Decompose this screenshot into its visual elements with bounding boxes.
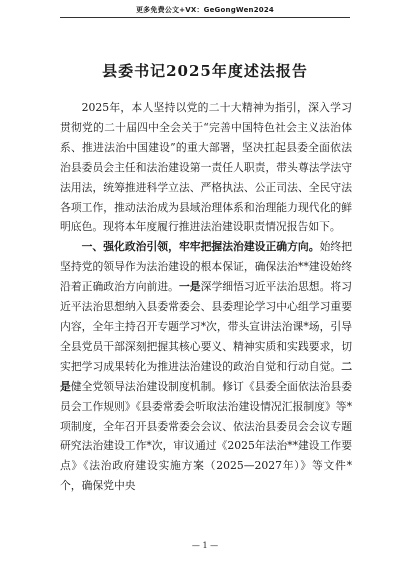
page-header-note: 更多免费公文+VX：GeGongWen2024 bbox=[135, 6, 274, 14]
sub-point-2-heading: 二是 bbox=[60, 359, 352, 393]
document-body bbox=[60, 98, 352, 496]
section-1-paragraph bbox=[60, 237, 352, 496]
header-divider bbox=[60, 17, 350, 18]
sub-point-1-text: 深学细悟习近平法治思想。将习近平法治思想纳入县委常委会、县委理论学习中心组学习重要内容，全年主持召开专题学习*次，带头宣讲法治课*场，引导全县党员干部深刻把握其核心要义、精神实质和实践要求，切实把学习成果转化为推进法治建设的政治自觉和行动自觉。 bbox=[60, 280, 353, 373]
intro-paragraph: 2025年，本人坚持以党的二十大精神为指引，深入学习贯彻党的二十届四中全会关于“完善中国特色社会主义法治体系、推进法治中国建设”的重大部署，坚决扛起县委全面依法治县委员会主任和法治建设第一责任人职责，带头尊法学法守法用法，统筹推进科学立法、严格执法、公正司法、全民守法各项工作，推动法治成为县域治理体系和治理能力现代化的鲜明底色。现将本年度履行推进法治建设职责情况报告如下。 bbox=[60, 101, 352, 234]
sub-point-2-text: 健全党领导法治建设制度机制。修订《县委全面依法治县委员会工作规则》《县委常委会听取法治建设情况汇报制度》等*项制度，全年召开县委常委会会议、依法治县委员会会议专题研究法治建设工作*次，审议通过《2025年法治**建设工作要点》《法治政府建设实施方案（2025—2027年）》等文件*个，确保党中央 bbox=[60, 379, 353, 493]
document-title: 县委书记2025年度述法报告 bbox=[102, 62, 308, 80]
section-1-heading: 一、强化政治引领，牢牢把握法治建设正确方向。 bbox=[81, 240, 320, 254]
section-1-text: 始终把坚持党的领导作为法治建设的根本保证，确保法治**建设始终沿着正确政治方向前进。 bbox=[60, 240, 353, 294]
sub-point-1-heading: 一是 bbox=[178, 280, 201, 294]
page-number: — 1 — bbox=[191, 541, 219, 550]
